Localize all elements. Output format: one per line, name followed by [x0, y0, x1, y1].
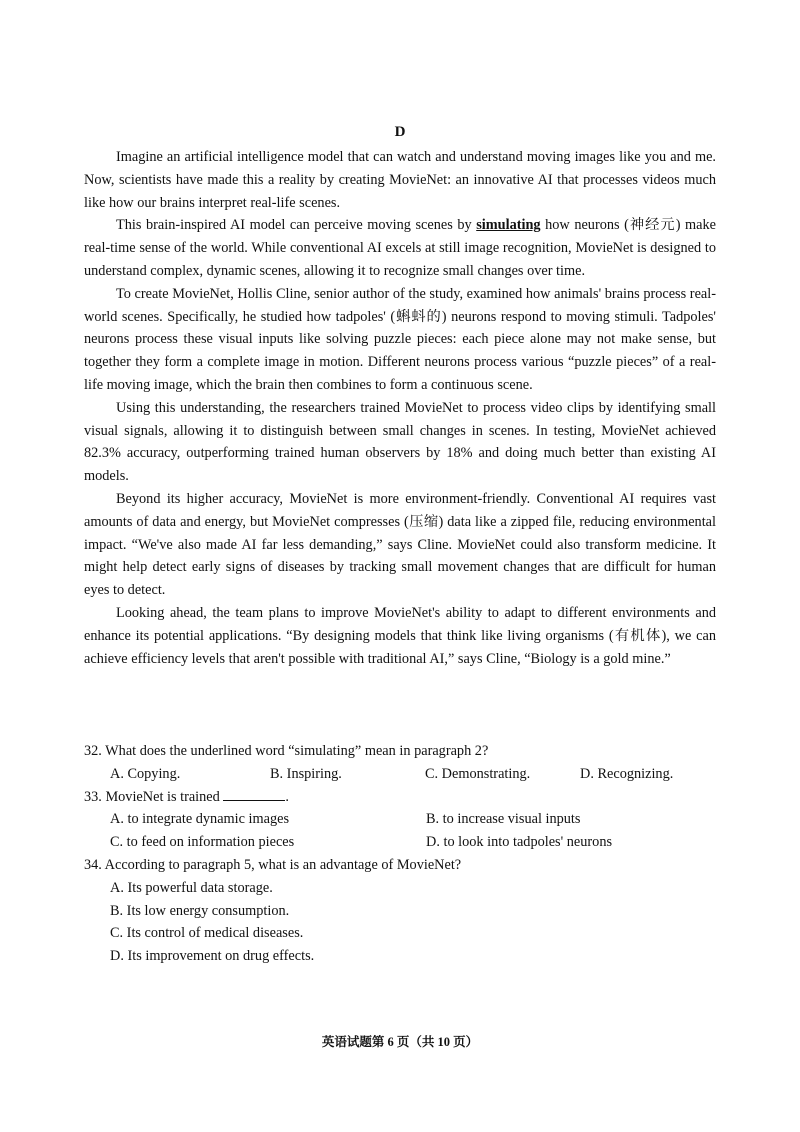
question-stem: 32. What does the underlined word “simulating” mean in paragraph 2?	[84, 743, 489, 759]
paragraph-2-after: how neurons (神经元) make real-time sense of the world. While conventional AI excels at still image recognition, MovieNet is designed to understand complex, dynamic scenes, allowing it to recognize small changes over time.	[84, 217, 716, 279]
underlined-word: simulating	[476, 217, 541, 234]
paragraph-3: To create MovieNet, Hollis Cline, senior author of the study, examined how animals' brains process real-world scenes. Specifically, he studied how tadpoles' (蝌蚪的) neurons respond to moving stimuli. Tadpoles' neurons process these visual inputs like solving puzzle pieces: each piece alone may not make sense, but together they form a complete image in motion. Different neurons process various “puzzle pieces” of a real-life moving image, which the brain then combines to form a continuous scene.	[84, 285, 716, 393]
paragraph-2-before: This brain-inspired AI model can perceive moving scenes by	[116, 217, 477, 234]
question-32	[84, 740, 716, 786]
question-stem-before: 33. MovieNet is trained	[84, 788, 220, 805]
option-a: A. Copying.	[110, 765, 181, 782]
option-b: B. to increase visual inputs	[426, 811, 581, 828]
option-d: D. Recognizing.	[580, 765, 674, 782]
answer-blank	[223, 786, 285, 801]
paragraph-5: Beyond its higher accuracy, MovieNet is more environment-friendly. Conventional AI requires vast amounts of data and energy, but MovieNet compresses (压缩) data like a zipped file, reducing environmental impact. “We've also made AI far less demanding,” says Cline. MovieNet could also transform medicine. It might help detect early signs of diseases by tracking small movement changes that are difficult for human eyes to detect.	[84, 490, 716, 599]
reading-passage	[84, 146, 716, 670]
option-d: D. Its improvement on drug effects.	[110, 948, 315, 965]
option-c: C. Its control of medical diseases.	[110, 925, 304, 942]
paragraph-2	[84, 214, 716, 282]
question-list	[84, 740, 716, 968]
option-b: B. Its low energy consumption.	[110, 902, 290, 919]
section-heading: D	[394, 124, 406, 140]
option-a: A. to integrate dynamic images	[110, 811, 290, 828]
question-33	[84, 786, 716, 854]
option-row	[84, 808, 716, 831]
question-stem	[84, 786, 716, 809]
paragraph-6: Looking ahead, the team plans to improve MovieNet's ability to adapt to different environments and enhance its potential applications. “By designing models that think like living organisms (有机体), we can achieve efficiency levels that aren't possible with traditional AI,” says Cline, “Biology is a gold mine.”	[84, 604, 716, 667]
option-row	[84, 763, 716, 786]
option-b: B. Inspiring.	[270, 765, 342, 782]
option-a: A. Its powerful data storage.	[110, 879, 273, 896]
question-stem-after: .	[285, 788, 289, 805]
paragraph-1: Imagine an artificial intelligence model that can watch and understand moving images like you and me. Now, scientists have made this a reality by creating MovieNet: an innovative AI that processes videos much like how our brains interpret real-life scenes.	[84, 149, 716, 211]
option-row	[84, 831, 716, 854]
option-c: C. Demonstrating.	[425, 765, 531, 782]
question-34	[84, 854, 716, 968]
paragraph-4: Using this understanding, the researchers trained MovieNet to process video clips by identifying small visual signals, allowing it to distinguish between small changes in scenes. In testing, MovieNet achieved 82.3% accuracy, outperforming trained human observers by 18% and doing much better than existing AI models.	[84, 399, 716, 485]
option-d: D. to look into tadpoles' neurons	[426, 834, 613, 851]
option-c: C. to feed on information pieces	[110, 834, 295, 851]
page-footer: 英语试题第 6 页（共 10 页）	[321, 1035, 479, 1049]
question-stem: 34. According to paragraph 5, what is an advantage of MovieNet?	[84, 856, 462, 873]
